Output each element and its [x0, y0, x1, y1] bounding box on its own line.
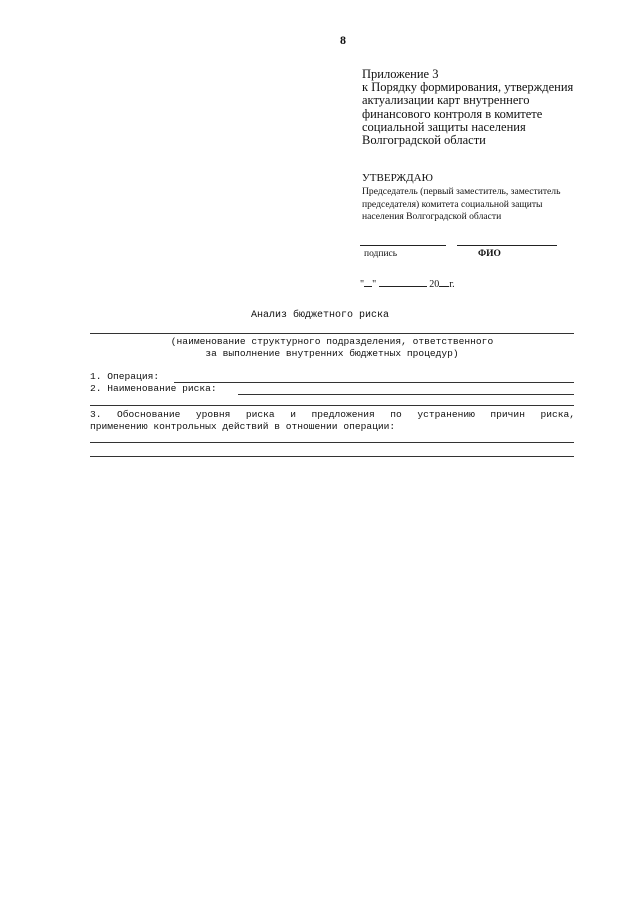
justification-line-1[interactable] — [90, 442, 574, 443]
date-year-suffix: г. — [449, 279, 455, 290]
justification-line-2[interactable] — [90, 456, 574, 457]
year-blank[interactable] — [439, 276, 449, 287]
approval-title: УТВЕРЖДАЮ — [362, 172, 433, 184]
operation-line[interactable] — [174, 382, 574, 383]
approval-date — [360, 276, 455, 290]
page-number: 8 — [340, 33, 346, 47]
approval-role-line: населения Волгоградской области — [362, 211, 502, 222]
form-title: Анализ бюджетного риска — [250, 310, 390, 321]
appendix-header — [362, 68, 597, 147]
approval-role — [362, 186, 602, 224]
date-close-quote: " — [372, 279, 377, 290]
day-blank[interactable] — [364, 276, 372, 287]
signature-label: подпись — [364, 249, 398, 259]
date-year-prefix: 20 — [429, 279, 440, 290]
signature-line[interactable] — [360, 245, 446, 246]
appendix-line: к Порядку формирования, утверждения — [362, 80, 574, 95]
risk-name-label: 2. Наименование риска: — [90, 383, 217, 394]
approval-role-line: председателя) комитета социальной защиты — [362, 198, 543, 210]
name-line[interactable] — [457, 245, 557, 246]
month-blank[interactable] — [379, 276, 427, 287]
appendix-line: социальной защиты населения — [362, 119, 526, 134]
risk-name-line[interactable] — [238, 394, 574, 395]
risk-name-line-2[interactable] — [90, 405, 574, 406]
appendix-line: финансового контроля в комитете — [362, 106, 543, 121]
operation-label: 1. Операция: — [90, 371, 160, 382]
justification-text — [90, 409, 575, 433]
name-label: ФИО — [478, 249, 501, 259]
justification-line: применению контрольных действий в отношении операции: — [90, 421, 396, 432]
unit-name-line[interactable] — [90, 333, 574, 334]
justification-line: 3. Обоснование уровня риска и предложения по устранению причин риска, — [90, 409, 575, 420]
unit-caption-line: (наименование структурного подразделения, ответственного — [170, 336, 494, 347]
appendix-line: Приложение 3 — [362, 67, 439, 81]
date-open-quote: " — [360, 279, 365, 290]
appendix-line: актуализации карт внутреннего — [362, 93, 530, 108]
appendix-line: Волгоградской области — [362, 133, 486, 148]
unit-caption-line: за выполнение внутренних бюджетных процедур) — [205, 348, 459, 359]
approval-role-line: Председатель (первый заместитель, заместитель — [362, 186, 561, 197]
unit-caption — [90, 336, 574, 360]
